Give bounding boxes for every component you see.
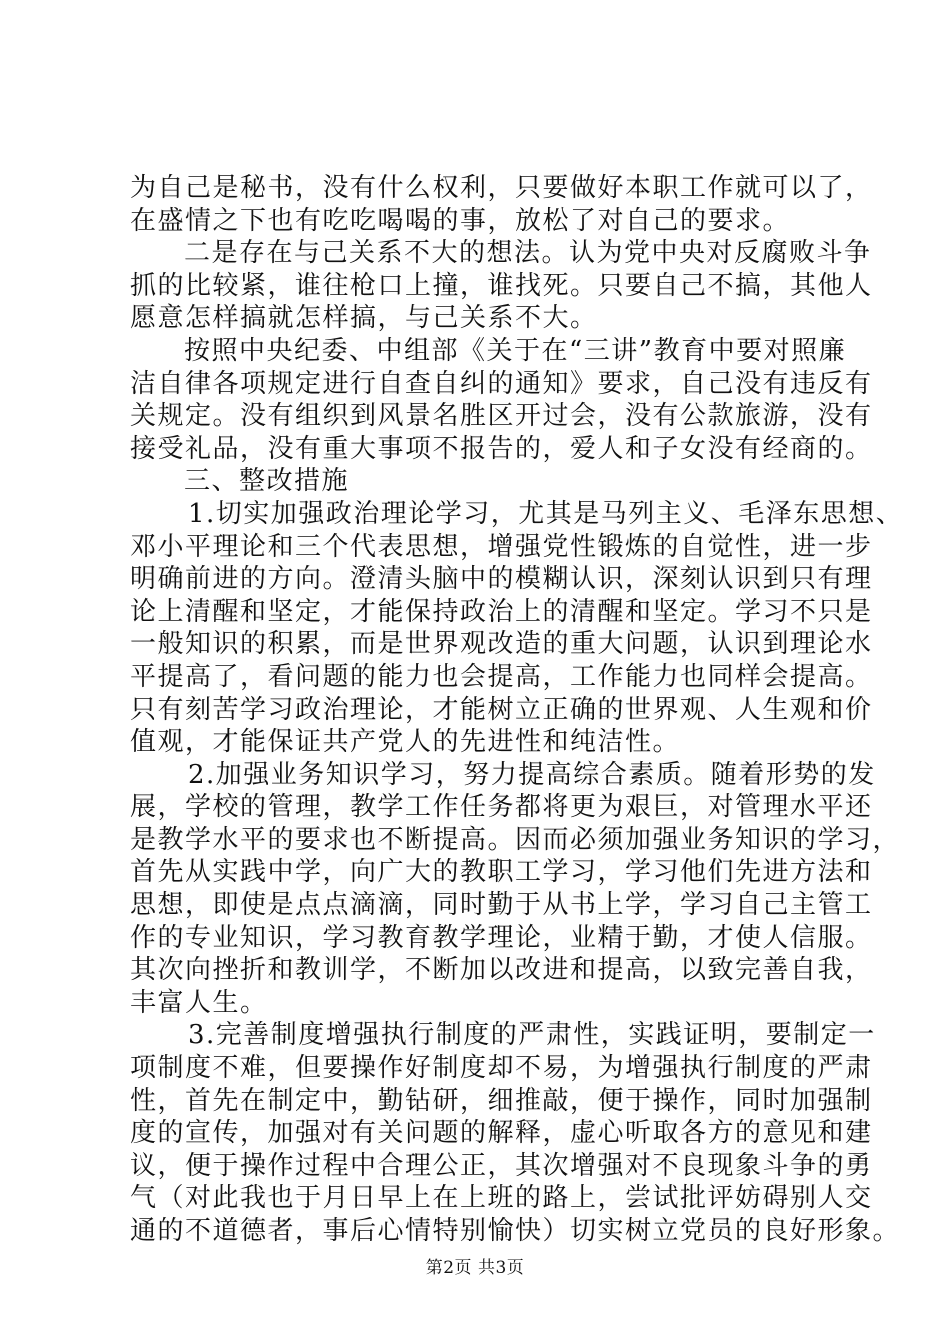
text-line: 议，便于操作过程中合理公正，其次增强对不良现象斗争的勇 — [130, 1150, 873, 1181]
paragraph-start-line: 二是存在与己关系不大的想法。认为党中央对反腐败斗争 — [184, 238, 872, 269]
text-line: 通的不道德者，事后心情特别愉快）切实树立党员的良好形象。 — [130, 1216, 901, 1246]
text-line: 愿意怎样搞就怎样搞，与己关系不大。 — [130, 303, 598, 334]
text-line: 接受礼品，没有重大事项不报告的，爱人和子女没有经商的。 — [130, 433, 873, 464]
text-line: 气（对此我也于月日早上在上班的路上，尝试批评妨碍别人交 — [130, 1183, 873, 1214]
paragraph-start-line: 1.切实加强政治理论学习，尤其是马列主义、毛泽东思想、 — [188, 498, 904, 529]
text-line: 度的宣传，加强对有关问题的解释，虚心听取各方的意见和建 — [130, 1118, 873, 1149]
text-line: 展，学校的管理，教学工作任务都将更为艰巨，对管理水平还 — [130, 792, 873, 823]
text-line: 只有刻苦学习政治理论，才能树立正确的世界观、人生观和价 — [130, 694, 873, 725]
text-line: 邓小平理论和三个代表思想，增强党性锻炼的自觉性，进一步 — [130, 531, 873, 562]
text-line: 明确前进的方向。澄清头脑中的模糊认识，深刻认识到只有理 — [130, 564, 873, 595]
document-body — [130, 172, 904, 1248]
text-line: 项制度不难，但要操作好制度却不易，为增强执行制度的严肃 — [130, 1053, 873, 1084]
text-line: 性，首先在制定中，勤钻研，细推敲，便于操作，同时加强制 — [130, 1085, 873, 1116]
paragraph-start-line: 3.完善制度增强执行制度的严肃性，实践证明，要制定一 — [188, 1020, 876, 1051]
text-line: 洁自律各项规定进行自查自纠的通知》要求，自己没有违反有 — [130, 368, 873, 399]
text-line: 丰富人生。 — [130, 987, 268, 1018]
section-heading: 三、整改措施 — [184, 466, 350, 497]
text-line: 值观，才能保证共产党人的先进性和纯洁性。 — [130, 727, 681, 758]
text-line: 关规定。没有组织到风景名胜区开过会，没有公款旅游，没有 — [130, 401, 873, 432]
text-line: 思想，即使是点点滴滴，同时勤于从书上学，学习自己主管工 — [130, 890, 873, 921]
text-line: 是教学水平的要求也不断提高。因而必须加强业务知识的学习， — [130, 824, 901, 855]
paragraph-start-line: 按照中央纪委、中组部《关于在“三讲”教育中要对照廉 — [184, 335, 847, 366]
page-number-footer: 第2页 共3页 — [425, 1258, 525, 1278]
text-line: 在盛情之下也有吃吃喝喝的事，放松了对自己的要求。 — [130, 205, 791, 236]
text-line: 作的专业知识，学习教育教学理论，业精于勤，才使人信服。 — [130, 922, 873, 953]
paragraph-start-line: 2.加强业务知识学习，努力提高综合素质。随着形势的发 — [188, 759, 876, 790]
text-line: 为自己是秘书，没有什么权利，只要做好本职工作就可以了， — [130, 173, 873, 203]
text-line: 论上清醒和坚定，才能保持政治上的清醒和坚定。学习不只是 — [130, 596, 873, 627]
text-line: 一般知识的积累，而是世界观改造的重大问题，认识到理论水 — [130, 629, 873, 660]
text-line: 抓的比较紧，谁往枪口上撞，谁找死。只要自己不搞，其他人 — [130, 270, 873, 301]
text-line: 其次向挫折和教训学，不断加以改进和提高，以致完善自我， — [130, 955, 873, 986]
text-line: 首先从实践中学，向广大的教职工学习，学习他们先进方法和 — [130, 857, 873, 888]
text-line: 平提高了，看问题的能力也会提高，工作能力也同样会提高。 — [130, 661, 873, 692]
